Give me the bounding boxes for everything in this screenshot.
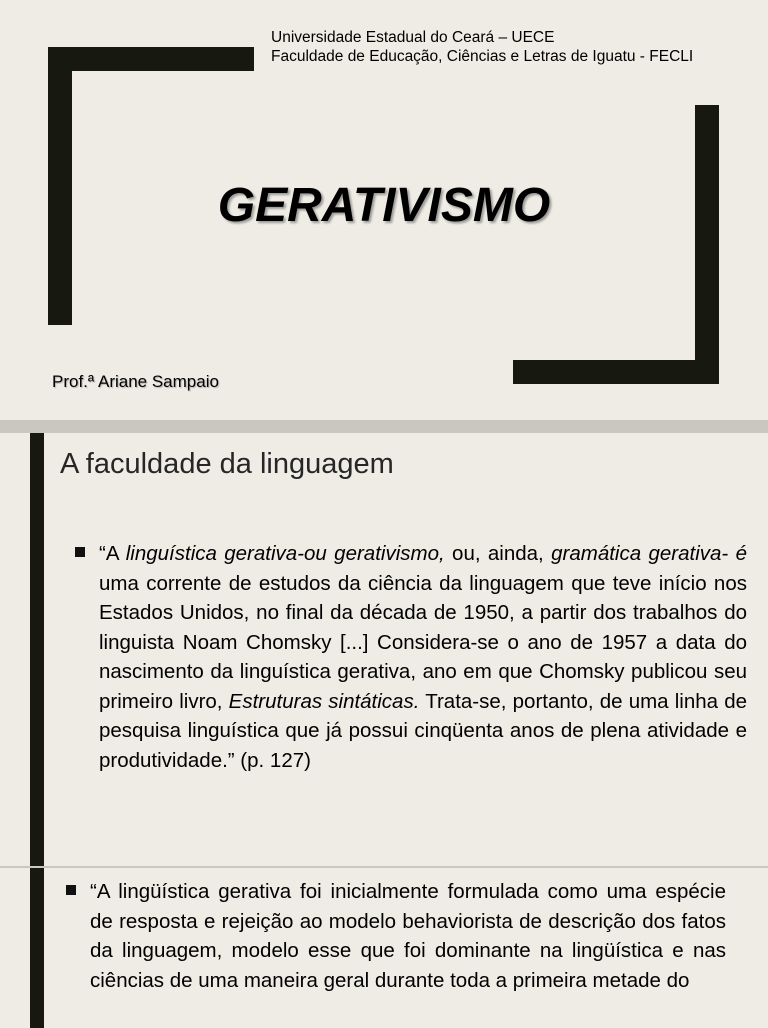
title-slide xyxy=(0,0,768,420)
institution-header xyxy=(271,28,693,66)
frame-top-left-horizontal xyxy=(48,47,254,71)
quote-bullet-1 xyxy=(75,539,747,775)
quote-paragraph-2: “A lingüística gerativa foi inicialmente formulada como uma espécie de resposta e rejeição ao modelo behaviorista de descrição dos fatos da linguagem, modelo esse que foi dominante na lingüística e nas ciências de uma maneira geral durante toda a primeira metade do xyxy=(90,880,726,992)
quote-bullet-2 xyxy=(66,877,726,995)
left-accent-bar xyxy=(30,433,44,866)
professor-name: Prof.ª Ariane Sampaio xyxy=(52,372,219,391)
left-accent-bar xyxy=(30,868,44,1028)
quote-paragraph-1: “A linguística gerativa-ou gerativismo, ou, ainda, gramática gerativa- é uma corrente de estudos da ciência da linguagem que teve início nos Estados Unidos, no final da década de 1950, a partir dos trabalhos do linguista Noam Chomsky [...] Considera-se o ano de 1957 a data do nascimento da linguística gerativa, ano em que Chomsky publicou seu primeiro livro, Estruturas sintáticas. Trata-se, portanto, de uma linha de pesquisa linguística que já possui cinqüenta anos de plena atividade e produtividade.” (p. 127) xyxy=(99,542,748,772)
frame-bottom-right-horizontal xyxy=(513,360,719,384)
bullet-square-icon xyxy=(66,885,76,895)
institution-line-1: Universidade Estadual do Ceará – UECE xyxy=(271,29,555,46)
frame-bottom-right-vertical xyxy=(695,105,719,384)
bullet-square-icon xyxy=(75,547,85,557)
slide-heading: A faculdade da linguagem xyxy=(60,448,394,480)
institution-line-2: Faculdade de Educação, Ciências e Letras de Iguatu - FECLI xyxy=(271,48,694,65)
presentation-title: GERATIVISMO xyxy=(217,179,551,232)
